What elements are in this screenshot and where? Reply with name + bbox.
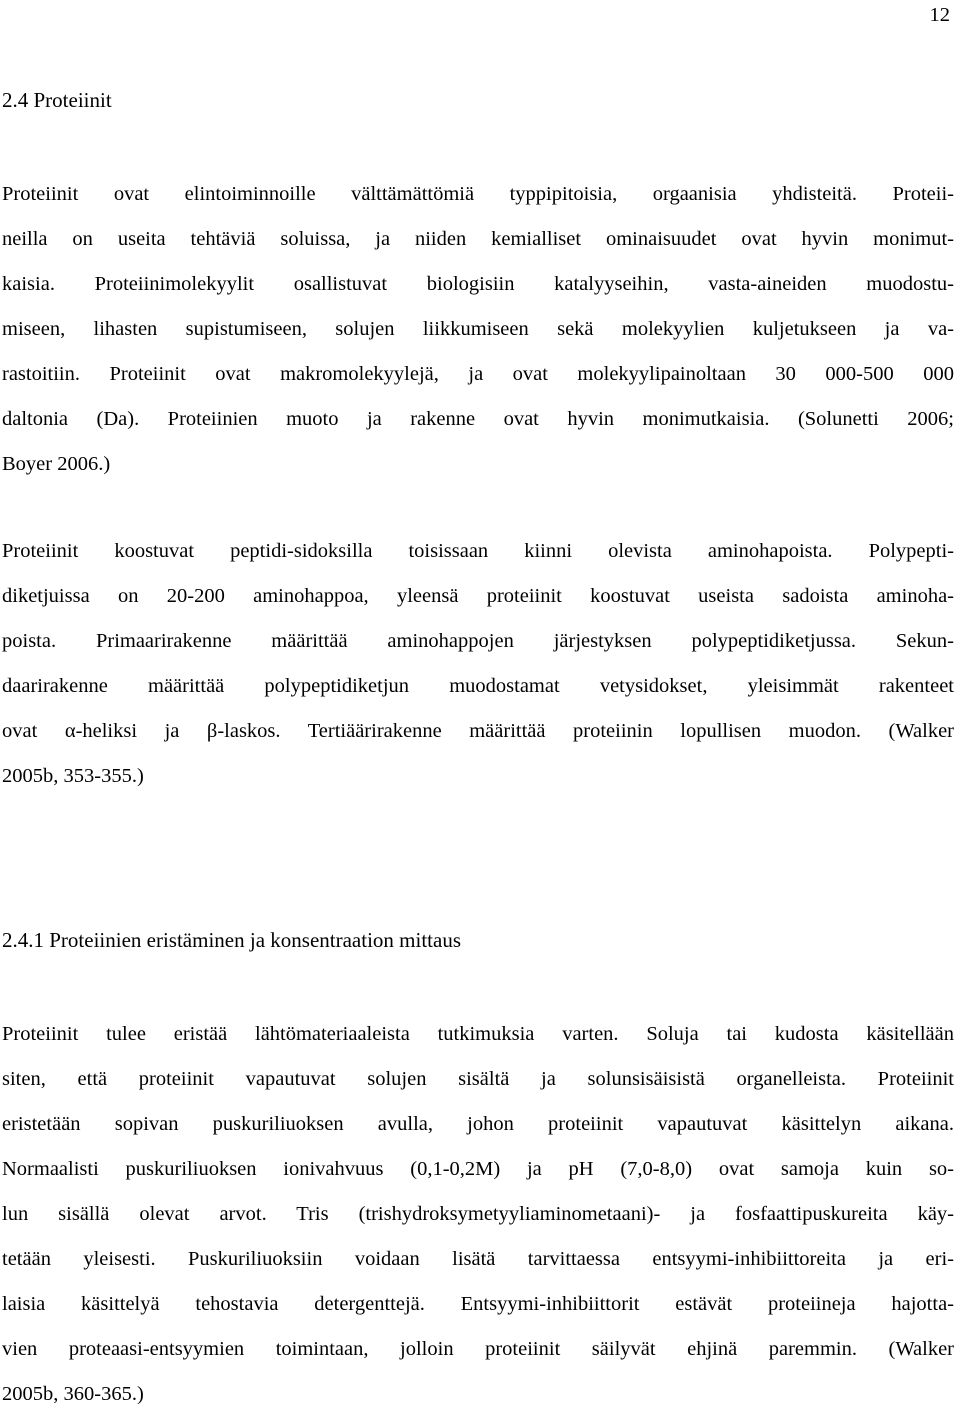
- text-line: rastoitiin. Proteiinit ovat makromolekyylejä, ja ovat molekyylipainoltaan 30 000-500 000: [2, 363, 954, 385]
- page-number: 12: [929, 4, 950, 26]
- text-line: eristetään sopivan puskuriliuoksen avulla, johon proteiinit vapautuvat käsittelyn aikana.: [2, 1113, 954, 1135]
- section-2-4-paragraph-1: [2, 172, 954, 487]
- section-2-4-1-paragraph-1: [2, 1012, 954, 1417]
- text-line: kaisia. Proteiinimolekyylit osallistuvat biologisiin katalyyseihin, vasta-aineiden muodostu-: [2, 273, 954, 295]
- text-line: Boyer 2006.): [2, 453, 111, 475]
- text-line: ovat α-heliksi ja β-laskos. Tertiäärirakenne määrittää proteiinin lopullisen muodon. (Walker: [2, 720, 954, 742]
- text-line: lun sisällä olevat arvot. Tris (trishydroksymetyyliaminometaani)- ja fosfaattipuskureita käy-: [2, 1203, 954, 1225]
- text-line: diketjuissa on 20-200 aminohappoa, yleensä proteiinit koostuvat useista sadoista aminoha-: [2, 585, 954, 607]
- text-line: Normaalisti puskuriliuoksen ionivahvuus (0,1-0,2M) ja pH (7,0-8,0) ovat samoja kuin so-: [2, 1158, 954, 1180]
- section-heading-2-4-1: 2.4.1 Proteiinien eristäminen ja konsentraation mittaus: [2, 928, 461, 952]
- text-line: poista. Primaarirakenne määrittää aminohappojen järjestyksen polypeptidiketjussa. Sekun-: [2, 630, 954, 652]
- text-line: tetään yleisesti. Puskuriliuoksiin voidaan lisätä tarvittaessa entsyymi-inhibiittoreita ja eri-: [2, 1248, 954, 1270]
- section-2-4-paragraph-2: [2, 529, 954, 799]
- text-line: Proteiinit koostuvat peptidi-sidoksilla toisissaan kiinni olevista aminohapoista. Polypepti-: [2, 540, 954, 562]
- text-line: Proteiinit tulee eristää lähtömateriaaleista tutkimuksia varten. Soluja tai kudosta käsitellään: [2, 1023, 954, 1045]
- section-heading-2-4: 2.4 Proteiinit: [2, 88, 112, 112]
- text-line: laisia käsittelyä tehostavia detergenttejä. Entsyymi-inhibiittorit estävät proteiineja hajotta-: [2, 1293, 954, 1315]
- text-line: neilla on useita tehtäviä soluissa, ja niiden kemialliset ominaisuudet ovat hyvin monimut-: [2, 228, 954, 250]
- text-line: siten, että proteiinit vapautuvat solujen sisältä ja solunsisäisistä organelleista. Proteiinit: [2, 1068, 954, 1090]
- text-line: 2005b, 353-355.): [2, 765, 144, 787]
- text-line: 2005b, 360-365.): [2, 1383, 144, 1405]
- text-line: Proteiinit ovat elintoiminnoille välttämättömiä typpipitoisia, orgaanisia yhdisteitä. Proteii-: [2, 183, 954, 205]
- text-line: vien proteaasi-entsyymien toimintaan, jolloin proteiinit säilyvät ehjinä paremmin. (Walker: [2, 1338, 954, 1360]
- text-line: daltonia (Da). Proteiinien muoto ja rakenne ovat hyvin monimutkaisia. (Solunetti 2006;: [2, 408, 954, 430]
- text-line: miseen, lihasten supistumiseen, solujen liikkumiseen sekä molekyylien kuljetukseen ja va-: [2, 318, 954, 340]
- text-line: daarirakenne määrittää polypeptidiketjun muodostamat vetysidokset, yleisimmät rakenteet: [2, 675, 954, 697]
